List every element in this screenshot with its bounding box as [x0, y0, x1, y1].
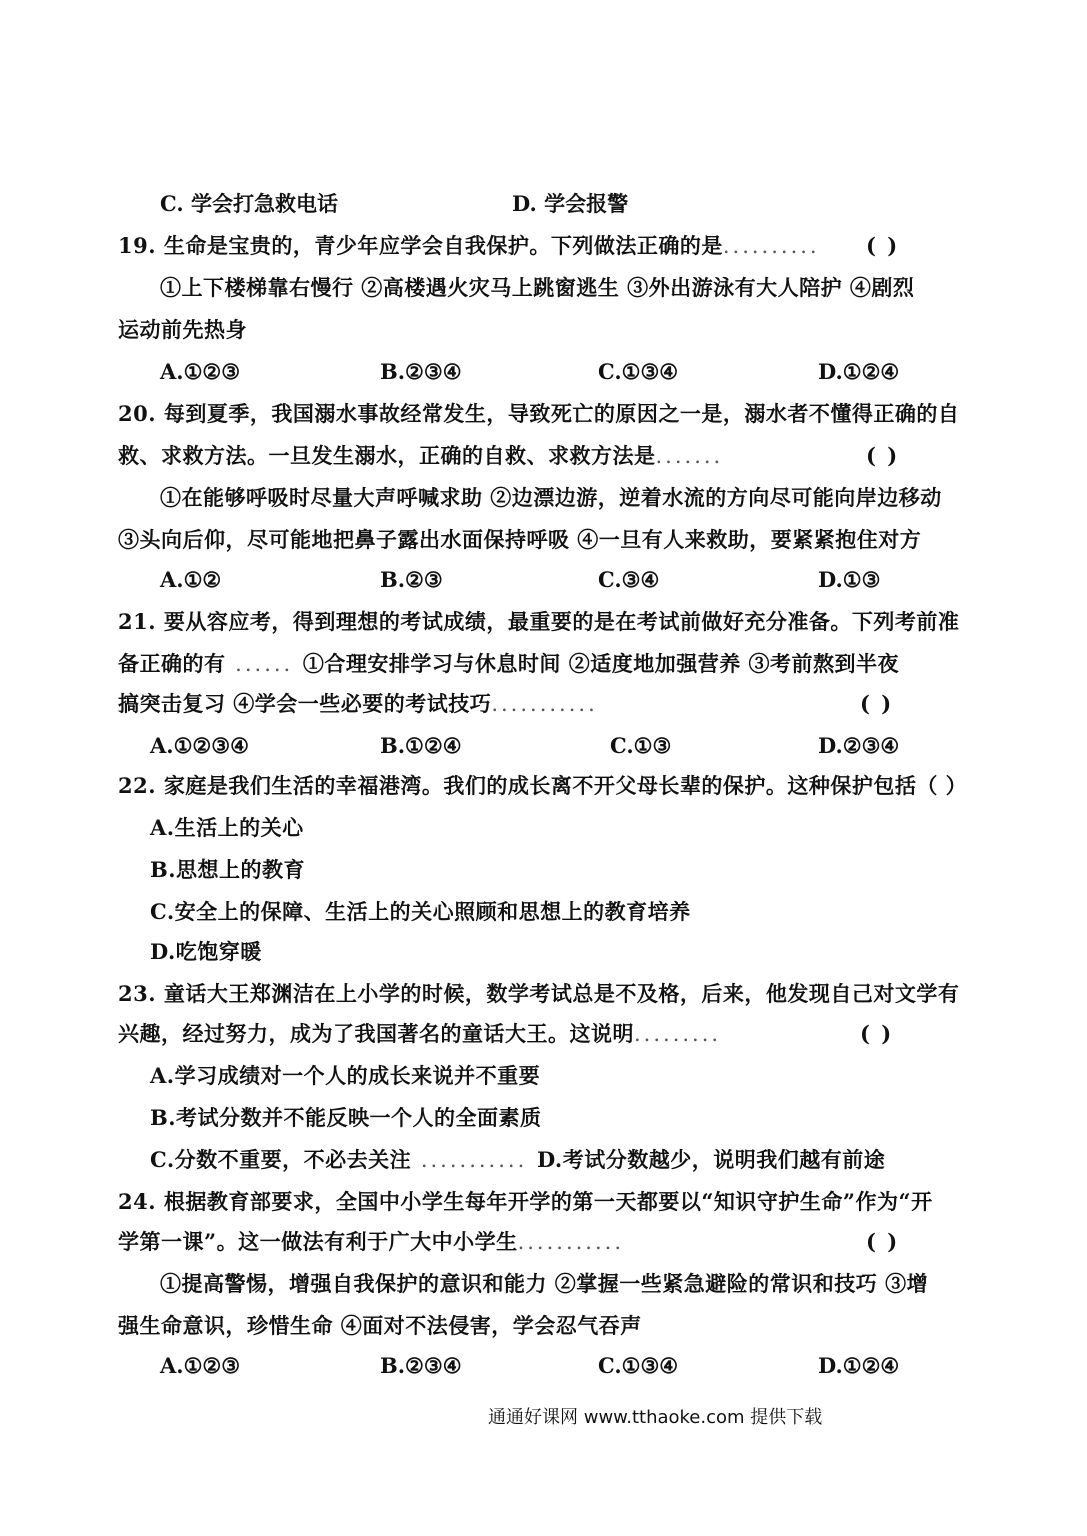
q19-option-d: D.①②④: [818, 359, 900, 384]
q21-option-b: B.①②④: [380, 733, 462, 758]
q19-items-cont: 运动前先热身: [118, 317, 247, 342]
page-footer: 通通好课网 www.tthaoke.com 提供下载: [488, 1407, 823, 1428]
q22-stem: 22. 家庭是我们生活的幸福港湾。我们的成长离不开父母长辈的保护。这种保护包括（ ）: [118, 773, 968, 798]
q24-stem-2: 学第一课”。这一做法有利于广大中小学生...........: [118, 1229, 625, 1254]
q20-stem-1: 20. 每到夏季，我国溺水事故经常发生，导致死亡的原因之一是，溺水者不懂得正确的自: [118, 401, 960, 426]
q19-option-b: B.②③④: [380, 359, 462, 384]
q20-items-2: ③头向后仰，尽可能地把鼻子露出水面保持呼吸 ④一旦有人来救助，要紧紧抱住对方: [118, 527, 922, 552]
q23-stem-1: 23. 童话大王郑渊洁在上小学的时候，数学考试总是不及格，后来，他发现自己对文学有: [118, 981, 960, 1006]
q20-option-a: A.①②: [160, 567, 222, 592]
q23-option-c: C.分数不重要，不必去关注 ........... D.考试分数越少，说明我们越有前途: [150, 1147, 886, 1172]
q19-option-c: C.①③④: [598, 359, 679, 384]
q22-option-b: B.思想上的教育: [150, 857, 306, 882]
q22-option-d: D.吃饱穿暖: [150, 939, 262, 964]
q20-answer-paren: ( ): [866, 443, 900, 468]
q21-stem-3: 搞突击复习 ④学会一些必要的考试技巧...........: [118, 691, 598, 716]
q21-answer-paren: ( ): [860, 691, 894, 716]
q24-option-b: B.②③④: [380, 1353, 462, 1378]
q19-option-a: A.①②③: [160, 359, 241, 384]
q19-answer-paren: ( ): [866, 233, 900, 258]
q20-items-1: ①在能够呼吸时尽量大声呼喊求助 ②边漂边游，逆着水流的方向尽可能向岸边移动: [160, 485, 942, 510]
q24-items-1: ①提高警惕，增强自我保护的意识和能力 ②掌握一些紧急避险的常识和技巧 ③增: [160, 1271, 929, 1296]
q21-option-c: C.①③: [610, 733, 672, 758]
q21-stem-1: 21. 要从容应考，得到理想的考试成绩，最重要的是在考试前做好充分准备。下列考前准: [118, 609, 960, 634]
q24-stem-1: 24. 根据教育部要求，全国中小学生每年开学的第一天都要以“知识守护生命”作为“开: [118, 1189, 933, 1214]
q19-stem: 19. 生命是宝贵的，青少年应学会自我保护。下列做法正确的是..........: [118, 233, 820, 258]
q21-option-d: D.②③④: [818, 733, 900, 758]
q23-option-a: A.学习成绩对一个人的成长来说并不重要: [150, 1063, 541, 1088]
q24-items-2: 强生命意识，珍惜生命 ④面对不法侵害，学会忍气吞声: [118, 1313, 642, 1338]
q24-option-d: D.①②④: [818, 1353, 900, 1378]
q19-items: ①上下楼梯靠右慢行 ②高楼遇火灾马上跳窗逃生 ③外出游泳有大人陪护 ④剧烈: [160, 275, 915, 300]
q20-option-c: C.③④: [598, 567, 660, 592]
q23-answer-paren: ( ): [860, 1021, 894, 1046]
q24-answer-paren: ( ): [866, 1229, 900, 1254]
q22-option-c: C.安全上的保障、生活上的关心照顾和思想上的教育培养: [150, 899, 691, 924]
q20-stem-2: 救、求救方法。一旦发生溺水，正确的自救、求救方法是.......: [118, 443, 724, 468]
q24-option-a: A.①②③: [160, 1353, 241, 1378]
q18-option-d: D. 学会报警: [512, 191, 629, 216]
q21-option-a: A.①②③④: [150, 733, 249, 758]
q22-option-a: A.生活上的关心: [150, 815, 304, 840]
q24-option-c: C.①③④: [598, 1353, 679, 1378]
q20-option-b: B.②③: [380, 567, 443, 592]
q23-option-b: B.考试分数并不能反映一个人的全面素质: [150, 1105, 542, 1130]
q23-option-d: D.考试分数越少，说明我们越有前途: [536, 1147, 886, 1172]
q20-option-d: D.①③: [818, 567, 881, 592]
q21-stem-2: 备正确的有 ...... ①合理安排学习与休息时间 ②适度地加强营养 ③考前熬到半夜: [118, 651, 900, 676]
q18-option-c: C. 学会打急救电话: [160, 191, 338, 216]
q23-stem-2: 兴趣，经过努力，成为了我国著名的童话大王。这说明.........: [118, 1021, 722, 1046]
